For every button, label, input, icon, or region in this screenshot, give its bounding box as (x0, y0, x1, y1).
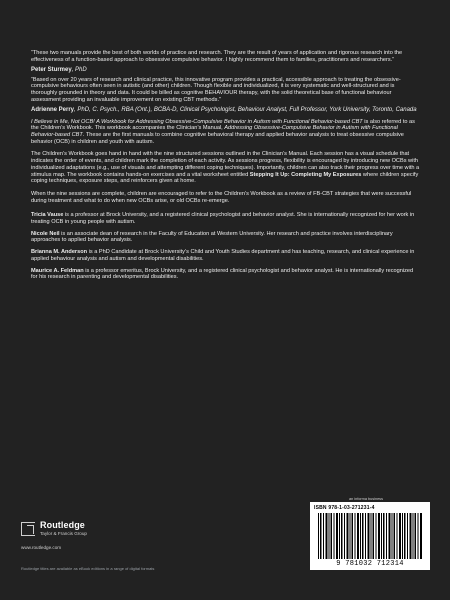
routledge-logo-icon (21, 522, 35, 536)
publisher-brand: Routledge (40, 520, 85, 530)
isbn-label: ISBN 978-1-03-271231-4 (314, 505, 375, 511)
attribution-name: Peter Sturmey (31, 67, 72, 74)
manual-title: Addressing Obsessive-Compulsive Behavior in Autism with Functional Behavior-based CBT (31, 125, 398, 139)
author-description: is an associate dean of research in the Faculty of Education at Western University. Her research and practice involves interdisciplinary approaches to applied behavior analysis. (31, 230, 393, 244)
author-name: Tricia Vause (31, 212, 64, 219)
quote-sturmey: “These two manuals provide the best of both worlds of practice and research. They are the result of years of application and rigorous research into the effectiveness of a function-based approach to obsessive compulsive behavior. I highly recommend them to families, practitioners and researchers.” (31, 50, 403, 63)
back-cover-text (31, 50, 421, 286)
author-bio-vause (31, 212, 421, 225)
quote-attribution-perry (31, 107, 421, 114)
desc-text: is also referred to as the Children’s Workbook. This workbook accompanies the Clinician’s Manual, (31, 118, 415, 132)
barcode-bars (318, 513, 422, 559)
author-name: Maurice A. Feldman (31, 267, 84, 274)
isbn-barcode (310, 502, 430, 570)
publisher-url[interactable]: www.routledge.com (21, 545, 62, 550)
description-paragraph-3: When the nine sessions are complete, children are encouraged to refer to the Children’s Workbook as a review of FB-CBT strategies that were successful during treatment and what to do when new OCBs arise, or old OCBs re-emerge. (31, 190, 412, 204)
desc-text: where children specify coping techniques, exposure steps, and reinforcers given at home. (31, 171, 419, 185)
author-name: Nicole Neil (31, 230, 60, 237)
quote-perry: “Based on over 20 years of research and clinical practice, this innovative program provides a practical, accessible approach to treating the obsessive-compulsive behaviours often seen in autistic (and other) children. Though flexible and individualized, it is very systematic and well-structured and is thoroughly grounded in theory and data. It could be billed as cognitive BEHAVIOUR therapy, with the solid theoretical base of functional behaviour assessment providing an invaluable improvement on existing CBT methods.” (31, 76, 401, 103)
attribution-name: Adrienne Perry (31, 107, 75, 114)
desc-text: . These are the first manuals to combine cognitive behavioral therapy and applied behavior analysis to treat obsessive compulsive behavior (OCB) in children and youth with autism. (31, 132, 404, 145)
author-bio-neil (31, 231, 421, 244)
author-description: is a professor at Brock University, and a registered clinical psychologist and behavior analyst. She is internationally recognized for her work in treating OCB in young people with autism. (31, 212, 415, 226)
author-description: is a professor emeritus, Brock University, and a registered clinical psychologist and behavior analyst. He is internationally recognized for his research in parenting and developmental disabilities. (31, 267, 414, 281)
author-bio-feldman (31, 268, 421, 281)
informa-tagline: an informa business (349, 497, 383, 501)
ebook-note: Routledge titles are available as eBook editions in a range of digital formats (21, 566, 155, 571)
description-paragraph-1 (31, 119, 421, 146)
attribution-credential: , PhD (71, 67, 87, 74)
description-paragraph-2 (31, 151, 421, 185)
book-title: I Believe in Me, Not OCB! A Workbook for Addressing Obsessive-Compulsive Behavior in Autism with Functional Behavior-based CBT (31, 118, 363, 125)
author-description: is a PhD Candidate at Brock University’s Child and Youth Studies department and has teaching, research, and clinical experience in applied behaviour analysis and autism and developmental disabilities. (31, 249, 415, 262)
publisher-group: Taylor & Francis Group (40, 531, 87, 536)
author-name: Brianna M. Anderson (31, 249, 88, 256)
author-bio-anderson (31, 249, 421, 262)
barcode-number: 9 781032 712314 (336, 560, 404, 568)
attribution-credential: , PhD, C. Psych., RBA (Ont.), BCBA-D, Clinical Psychologist, Behaviour Analyst, Full Professor, York University, Toronto, Canada (74, 107, 417, 114)
quote-attribution-sturmey (31, 67, 421, 74)
worksheet-title: Stepping It Up: Completing My Exposures (249, 171, 362, 178)
desc-text: The Children’s Workbook goes hand in hand with the nine structured sessions outlined in the Clinician’s Manual. Each session has a visual schedule that indicates the order of events, and children mark the completion of each activity. As sessions progress, flexibility is encouraged by introducing new OCBs with individualized adaptations (e.g., use of visuals and attempting different coping techniques). Importantly, children can also track their progress over time with a stimulus map. The workbook contains hands-on exercises and a vital worksheet entitled (31, 151, 420, 178)
